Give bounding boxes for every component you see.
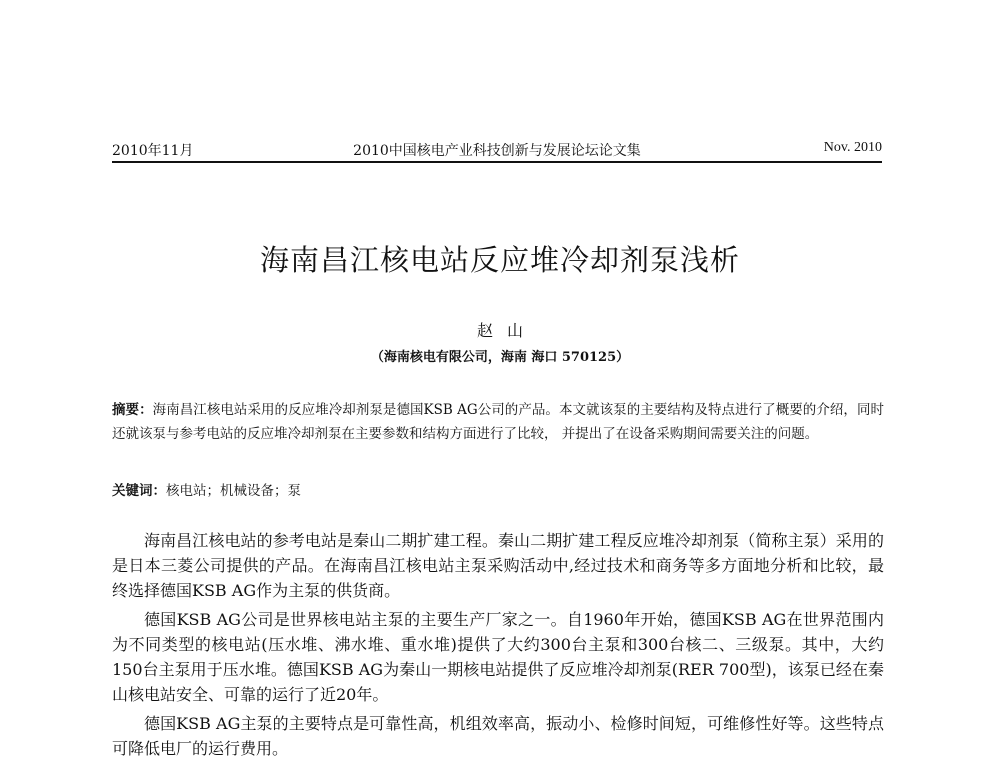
abstract <box>112 398 884 446</box>
paragraph: 德国KSB AG公司是世界核电站主泵的主要生产厂家之一。自1960年开始，德国KSB AG在世界范围内为不同类型的核电站(压水堆、沸水堆、重水堆)提供了大约300台主泵和300台核二、三级泵。其中，大约150台主泵用于压水堆。德国KSB AG为秦山一期核电站提供了反应堆冷却剂泵(RER 700型)，该泵已经在秦山核电站安全、可靠的运行了近20年。 <box>112 610 884 704</box>
abstract-label: 摘要： <box>112 402 153 418</box>
running-header <box>112 140 882 160</box>
paper-title: 海南昌江核电站反应堆冷却剂泵浅析 <box>259 243 740 277</box>
header-date-en: Nov. 2010 <box>823 140 882 155</box>
keywords <box>112 479 884 503</box>
header-proceedings-title: 2010中国核电产业科技创新与发展论坛论文集 <box>353 143 641 159</box>
author-name: 赵山 <box>476 321 537 340</box>
header-rule <box>112 161 882 163</box>
paragraph: 德国KSB AG主泵的主要特点是可靠性高，机组效率高，振动小、检修时间短，可维修性好等。这些特点可降低电厂的运行费用。 <box>112 714 884 758</box>
keywords-text: 核电站；机械设备；泵 <box>166 483 301 499</box>
keywords-label: 关键词： <box>112 483 166 499</box>
author-affiliation: （海南核电有限公司，海南 海口 570125） <box>370 350 630 365</box>
body-text <box>112 528 884 765</box>
paragraph: 海南昌江核电站的参考电站是秦山二期扩建工程。秦山二期扩建工程反应堆冷却剂泵（简称主泵）采用的是日本三菱公司提供的产品。在海南昌江核电站主泵采购活动中,经过技术和商务等多方面地分析和比较，最终选择德国KSB AG作为主泵的供货商。 <box>112 531 884 600</box>
header-date-cn: 2010年11月 <box>112 143 194 159</box>
abstract-text: 海南昌江核电站采用的反应堆冷却剂泵是德国KSB AG公司的产品。本文就该泵的主要结构及特点进行了概要的介绍，同时还就该泵与参考电站的反应堆冷却剂泵在主要参数和结构方面进行了比较， 并提出了在设备采购期间需要关注的问题。 <box>112 402 885 442</box>
